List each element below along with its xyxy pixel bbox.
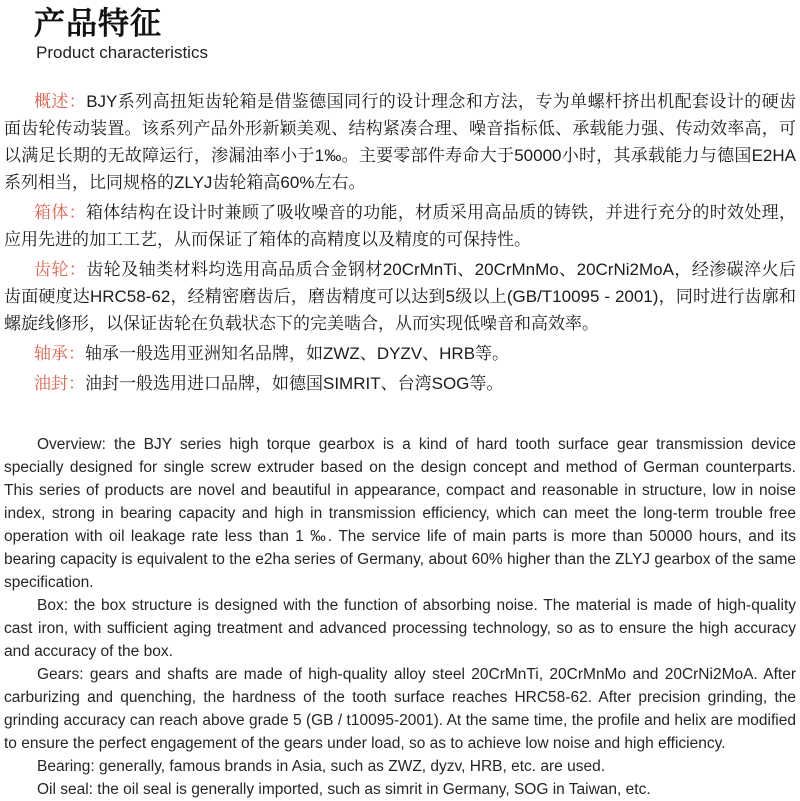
- zh-label-bearing: 轴承：: [34, 343, 85, 363]
- en-paragraph-box: Box: the box structure is designed with the function of absorbing noise. The material is made of high-quality cast iron, with sufficient aging treatment and advanced processing technology, so as to ensure the high accuracy and accuracy of the box.: [4, 596, 796, 660]
- zh-label-overview: 概述：: [34, 91, 87, 111]
- zh-paragraph-box: [4, 199, 796, 253]
- zh-text-oil-seal: 油封一般选用进口品牌，如德国SIMRIT、台湾SOG等。: [85, 373, 504, 393]
- zh-label-box: 箱体：: [34, 202, 86, 222]
- zh-label-gears: 齿轮：: [34, 259, 87, 279]
- zh-text-bearing: 轴承一般选用亚洲知名品牌，如ZWZ、DYZV、HRB等。: [85, 343, 510, 363]
- zh-label-oil-seal: 油封：: [34, 373, 85, 393]
- page-title: 产品特征: [34, 6, 162, 41]
- zh-paragraph-overview: [4, 88, 796, 196]
- chinese-description-section: [4, 88, 796, 397]
- page-header: [4, 6, 796, 63]
- en-paragraph-bearing: Bearing: generally, famous brands in Asia, such as ZWZ, dyzv, HRB, etc. are used.: [37, 757, 606, 775]
- en-paragraph-gears: Gears: gears and shafts are made of high-quality alloy steel 20CrMnTi, 20CrMnMo and 20CrNi2MoA. After carburizing and quenching, the hardness of the tooth surface reaches HRC58-62. After precision grinding, the grinding accuracy can reach above grade 5 (GB / t10095-2001). At the same time, the profile and helix are modified to ensure the perfect engagement of the gears under load, so as to achieve low noise and high efficiency.: [4, 665, 796, 752]
- zh-text-overview: BJY系列高扭矩齿轮箱是借鉴德国同行的设计理念和方法，专为单螺杆挤出机配套设计的硬齿面齿轮传动装置。该系列产品外形新颖美观、结构紧凑合理、噪音指标低、承载能力强、传动效率高，可以满足长期的无故障运行，渗漏油率小于1‰。主要零部件寿命大于50000小时，其承载能力与德国E2HA系列相当，比同规格的ZLYJ齿轮箱高60%左右。: [4, 91, 796, 192]
- zh-text-gears: 齿轮及轴类材料均选用高品质合金钢材20CrMnTi、20CrMnMo、20CrNi2MoA，经渗碳淬火后齿面硬度达HRC58-62，经精密磨齿后，磨齿精度可以达到5级以上(GB/T10095 - 2001)，同时进行齿廓和螺旋线修形，以保证齿轮在负载状态下的完美啮合，从而实现低噪音和高效率。: [4, 259, 797, 333]
- english-description-section: [4, 433, 796, 801]
- zh-paragraph-oil-seal: [4, 370, 796, 397]
- en-paragraph-overview: Overview: the BJY series high torque gearbox is a kind of hard tooth surface gear transmission device specially designed for single screw extruder based on the design concept and method of German counterparts. This series of products are novel and beautiful in appearance, compact and reasonable in structure, low in noise index, strong in bearing capacity and high in transmission efficiency, which can meet the long-term trouble free operation with oil leakage rate less than 1 ‰. The service life of main parts is more than 50000 hours, and its bearing capacity is equivalent to the e2ha series of Germany, about 60% higher than the ZLYJ gearbox of the same specification.: [4, 435, 796, 591]
- en-paragraph-oil-seal: Oil seal: the oil seal is generally imported, such as simrit in Germany, SOG in Taiwan, etc.: [37, 780, 651, 798]
- zh-paragraph-gears: [4, 256, 796, 337]
- zh-paragraph-bearing: [4, 340, 796, 367]
- zh-text-box: 箱体结构在设计时兼顾了吸收噪音的功能，材质采用高品质的铸铁，并进行充分的时效处理，应用先进的加工工艺，从而保证了箱体的高精度以及精度的可保持性。: [4, 202, 797, 249]
- page-subtitle: Product characteristics: [36, 42, 208, 62]
